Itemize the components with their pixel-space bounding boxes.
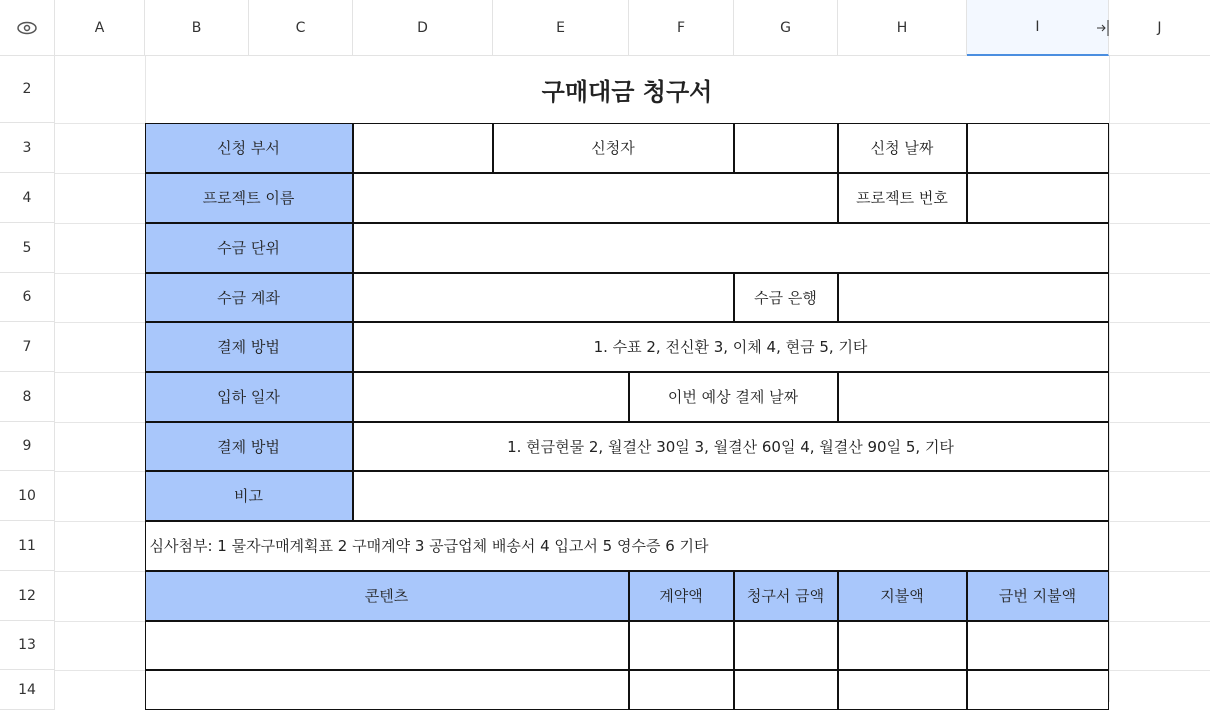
note-value[interactable] <box>353 471 1109 521</box>
applicant-label[interactable]: 신청자 <box>493 123 734 173</box>
row-header-3[interactable]: 3 <box>0 123 55 173</box>
dept-label[interactable]: 신청 부서 <box>145 123 353 173</box>
row-header-5[interactable]: 5 <box>0 223 55 273</box>
column-header-e[interactable]: E <box>493 0 629 56</box>
row-header-14[interactable]: 14 <box>0 670 55 710</box>
unit-value[interactable] <box>353 223 1109 273</box>
grid-line <box>1109 56 1110 702</box>
form-title[interactable]: 구매대금 청구서 <box>541 78 713 106</box>
attachments-text[interactable]: 심사첨부: 1 물자구매계획표 2 구매계약 3 공급업체 배송서 4 입고서 5 영수증 6 기타 <box>145 521 1109 571</box>
pay-method-label[interactable]: 결제 방법 <box>145 322 353 372</box>
dept-value[interactable] <box>353 123 493 173</box>
note-label[interactable]: 비고 <box>145 471 353 521</box>
contract-header[interactable]: 계약액 <box>629 571 734 621</box>
table-cell[interactable] <box>734 670 838 710</box>
row-header-13[interactable]: 13 <box>0 621 55 670</box>
pay-options[interactable]: 1. 수표 2, 전신환 3, 이체 4, 현금 5, 기타 <box>353 322 1109 372</box>
column-header-d[interactable]: D <box>353 0 493 56</box>
column-header-b[interactable]: B <box>145 0 249 56</box>
row-header-10[interactable]: 10 <box>0 471 55 521</box>
column-header-c[interactable]: C <box>249 0 353 56</box>
row-header-2[interactable]: 2 <box>0 56 55 123</box>
bank-label[interactable]: 수금 은행 <box>734 273 838 322</box>
content-header[interactable]: 콘텐츠 <box>145 571 629 621</box>
row-header-4[interactable]: 4 <box>0 173 55 223</box>
arrival-value[interactable] <box>353 372 629 422</box>
date-value[interactable] <box>967 123 1109 173</box>
project-no-label[interactable]: 프로젝트 번호 <box>838 173 967 223</box>
applicant-value[interactable] <box>734 123 838 173</box>
paid-header[interactable]: 지불액 <box>838 571 967 621</box>
project-no-value[interactable] <box>967 173 1109 223</box>
row-header-11[interactable]: 11 <box>0 521 55 571</box>
row-header-6[interactable]: 6 <box>0 273 55 322</box>
table-cell[interactable] <box>145 670 629 710</box>
table-cell[interactable] <box>734 621 838 670</box>
column-header-j[interactable]: J <box>1109 0 1210 56</box>
column-header-g[interactable]: G <box>734 0 838 56</box>
current-paid-header[interactable]: 금번 지불액 <box>967 571 1109 621</box>
row-header-9[interactable]: 9 <box>0 422 55 471</box>
table-cell[interactable] <box>629 621 734 670</box>
project-name-value[interactable] <box>353 173 838 223</box>
unit-label[interactable]: 수금 단위 <box>145 223 353 273</box>
account-label[interactable]: 수금 계좌 <box>145 273 353 322</box>
table-cell[interactable] <box>629 670 734 710</box>
row-header-7[interactable]: 7 <box>0 322 55 372</box>
pay-options2[interactable]: 1. 현금현물 2, 월결산 30일 3, 월결산 60일 4, 월결산 90일 5, 기타 <box>353 422 1109 471</box>
arrival-label[interactable]: 입하 일자 <box>145 372 353 422</box>
eye-icon[interactable] <box>0 0 55 56</box>
row-header-12[interactable]: 12 <box>0 571 55 621</box>
row-header-8[interactable]: 8 <box>0 372 55 422</box>
table-cell[interactable] <box>967 621 1109 670</box>
column-header-a[interactable]: A <box>55 0 145 56</box>
column-header-h[interactable]: H <box>838 0 967 56</box>
column-header-f[interactable]: F <box>629 0 734 56</box>
table-cell[interactable] <box>838 670 967 710</box>
column-header-i[interactable]: I <box>967 0 1109 56</box>
invoice-header[interactable]: 청구서 금액 <box>734 571 838 621</box>
bank-value[interactable] <box>838 273 1109 322</box>
pay-method2-label[interactable]: 결제 방법 <box>145 422 353 471</box>
table-cell[interactable] <box>967 670 1109 710</box>
expected-date-label[interactable]: 이번 예상 결제 날짜 <box>629 372 838 422</box>
account-value[interactable] <box>353 273 734 322</box>
expected-date-value[interactable] <box>838 372 1109 422</box>
project-name-label[interactable]: 프로젝트 이름 <box>145 173 353 223</box>
date-label[interactable]: 신청 날짜 <box>838 123 967 173</box>
table-cell[interactable] <box>145 621 629 670</box>
table-cell[interactable] <box>838 621 967 670</box>
